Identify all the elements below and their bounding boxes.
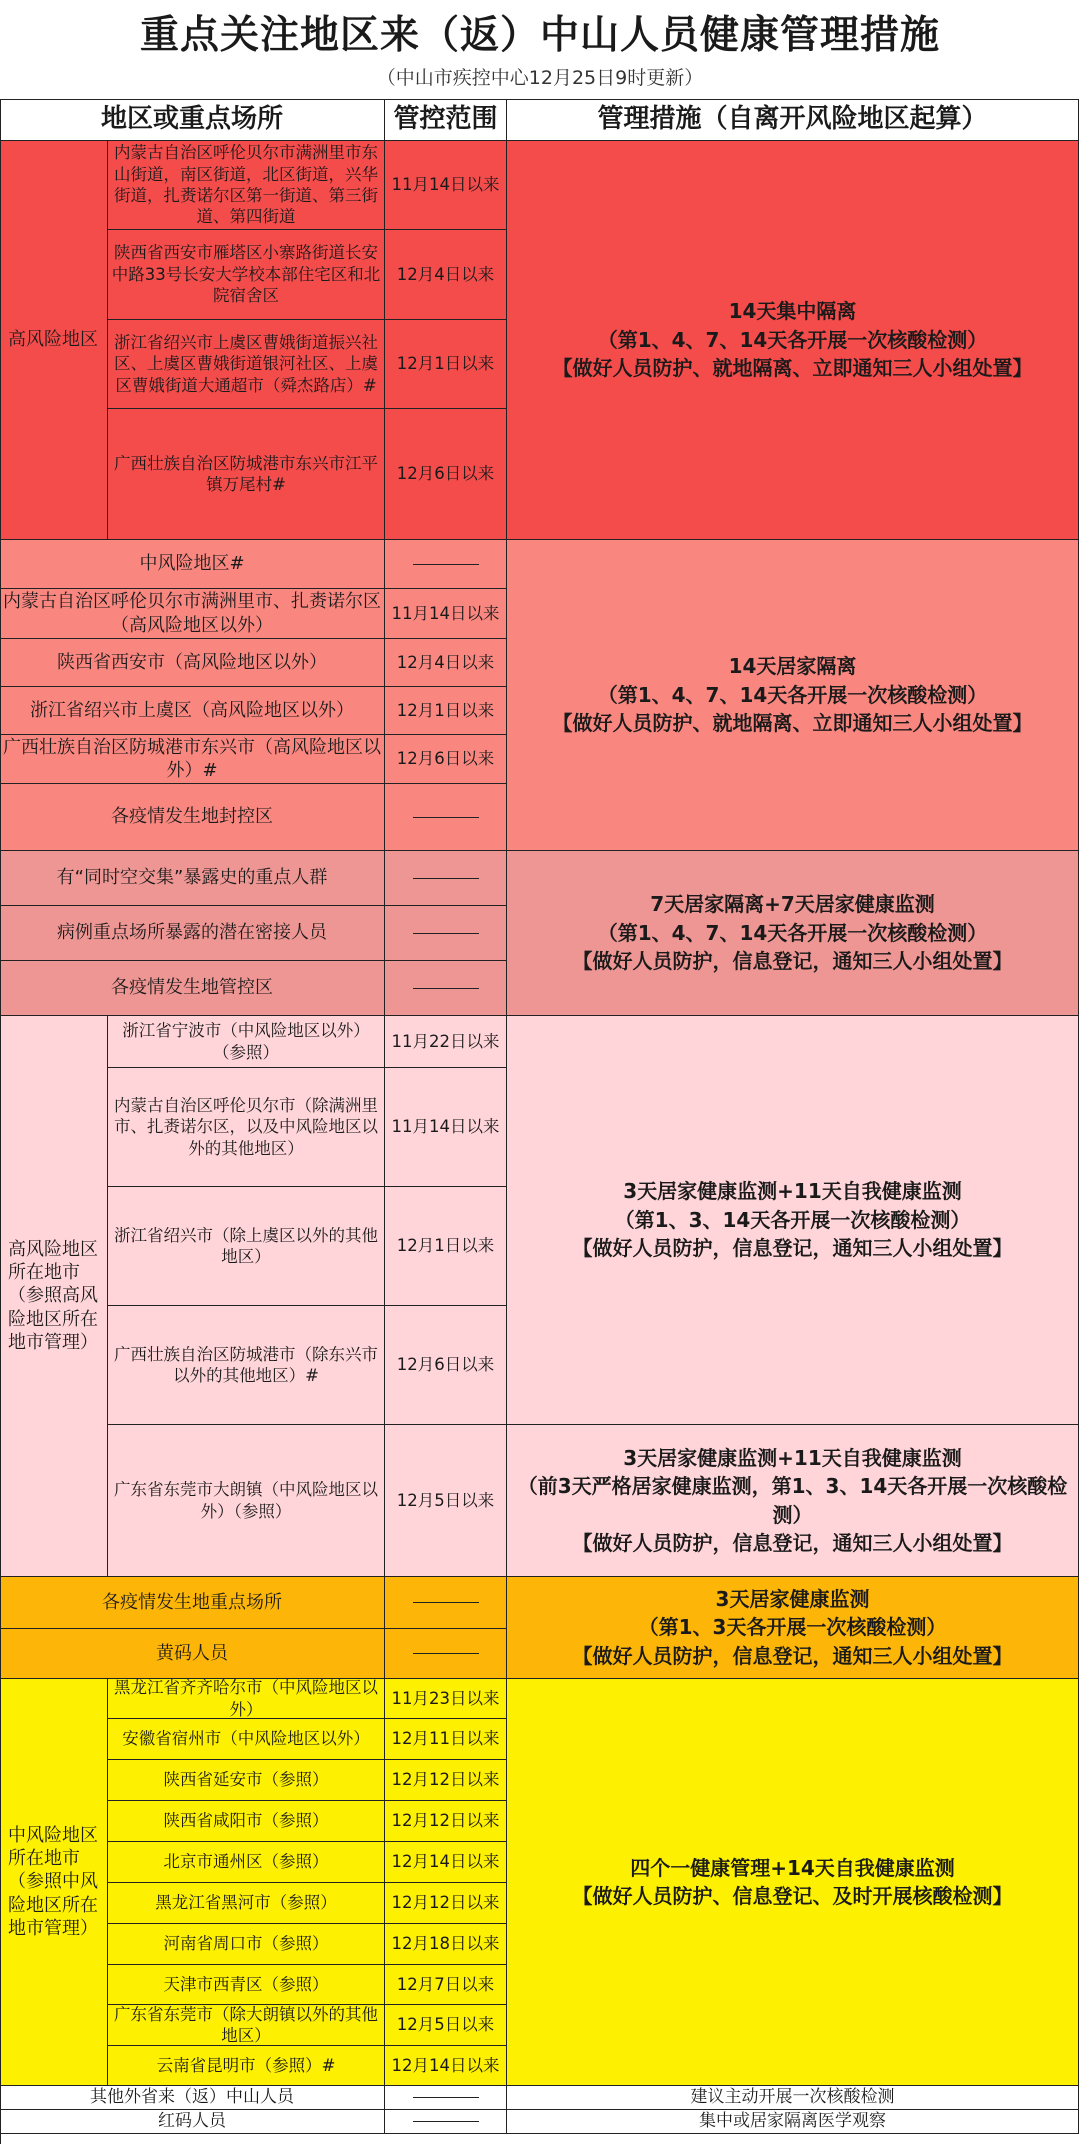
area-cell-text: 云南省昆明市（参照）# [156, 2055, 336, 2075]
area-cell-text: 有“同时空交集”暴露史的重点人群 [56, 867, 328, 889]
dash-mark [413, 933, 479, 934]
column-header-measure [507, 99, 1079, 141]
area-cell [108, 1016, 385, 1068]
column-header-range [385, 99, 507, 141]
area-cell-text: 安徽省宿州市（中风险地区以外） [122, 1729, 370, 1749]
range-cell [385, 639, 507, 687]
area-cell-text: 陕西省咸阳市（参照） [163, 1811, 329, 1831]
range-cell-text: 12月4日以来 [396, 652, 495, 672]
range-cell [385, 1016, 507, 1068]
page-title: 重点关注地区来（返）中山人员健康管理措施 [139, 13, 940, 58]
range-cell-text: 12月14日以来 [391, 2055, 500, 2075]
area-cell-text: 内蒙古自治区呼伦贝尔市（除满洲里市、扎赉诺尔区，以及中风险地区以外的其他地区） [114, 1095, 378, 1158]
area-cell [0, 1577, 385, 1629]
area-cell-text: 广西壮族自治区防城港市东兴市江平镇万尾村# [114, 453, 378, 494]
measure-cell [507, 2086, 1079, 2110]
measure-cell-text: 14天集中隔离 （第1、4、7、14天各开展一次核酸检测） 【做好人员防护、就地隔离、立即通知三人小组处置】 [552, 299, 1033, 381]
measure-cell-text: 3天居家健康监测 （第1、3天各开展一次核酸检测） 【做好人员防护，信息登记，通知三人小组处置】 [572, 1586, 1013, 1668]
area-cell-text: 浙江省绍兴市上虞区曹娥街道振兴社区、上虞区曹娥街道银河社区、上虞区曹娥街道大通超市（舜杰路店）# [114, 332, 378, 395]
area-cell-text: 北京市通州区（参照） [163, 1852, 329, 1872]
range-cell [385, 1187, 507, 1306]
area-cell-text: 病例重点场所暴露的潜在密接人员 [57, 922, 327, 944]
range-cell [385, 540, 507, 589]
range-cell [385, 1679, 507, 1719]
dash-mark [413, 878, 479, 879]
area-cell-text: 中风险地区# [139, 553, 245, 575]
range-cell-text: 12月4日以来 [396, 264, 495, 284]
measure-cell [507, 141, 1079, 540]
area-cell [108, 409, 385, 540]
range-cell-text: 11月14日以来 [391, 175, 500, 195]
measure-cell [507, 1425, 1079, 1577]
area-cell-text: 广西壮族自治区防城港市东兴市（高风险地区以外）# [3, 736, 381, 781]
range-cell-text: 12月1日以来 [396, 354, 495, 374]
area-cell [0, 851, 385, 906]
measure-cell-text: 3天居家健康监测+11天自我健康监测 （第1、3、14天各开展一次核酸检测） 【做好人员防护，信息登记，通知三人小组处置】 [572, 1179, 1013, 1261]
range-cell-text: 12月1日以来 [396, 1236, 495, 1256]
area-cell-text: 其他外省来（返）中山人员 [90, 2087, 294, 2108]
range-cell [385, 409, 507, 540]
range-cell-text: 12月5日以来 [396, 2015, 495, 2035]
measure-cell-text: 3天居家健康监测+11天自我健康监测 （前3天严格居家健康监测，第1、3、14天各开展一次核酸检测） 【做好人员防护，信息登记，通知三人小组处置】 [517, 1445, 1068, 1555]
range-cell-text: 11月23日以来 [391, 1688, 500, 1708]
area-cell-text: 广西壮族自治区防城港市（除东兴市以外的其他地区）# [114, 1344, 378, 1385]
range-cell [385, 1842, 507, 1883]
dash-mark [413, 988, 479, 989]
measure-cell [507, 851, 1079, 1016]
range-cell-text: 12月7日以来 [396, 1974, 495, 1994]
range-cell [385, 1760, 507, 1801]
dash-mark [413, 1653, 479, 1654]
range-cell [385, 2110, 507, 2134]
area-cell [0, 687, 385, 735]
area-cell [108, 1425, 385, 1577]
area-cell-text: 河南省周口市（参照） [163, 1934, 329, 1954]
range-cell-text: 12月12日以来 [391, 1770, 500, 1790]
area-cell-text: 浙江省绍兴市（除上虞区以外的其他地区） [114, 1225, 378, 1266]
area-cell [108, 2046, 385, 2086]
page-subtitle: （中山市疾控中心12月25日9时更新） [376, 66, 704, 89]
range-cell-text: 12月12日以来 [391, 1811, 500, 1831]
dash-mark [413, 564, 479, 565]
area-cell [108, 1679, 385, 1719]
risk-group-label [0, 1016, 108, 1577]
range-cell-text: 12月6日以来 [396, 749, 495, 769]
range-cell-text: 11月14日以来 [391, 1117, 500, 1137]
area-cell [108, 1924, 385, 1965]
range-cell-text: 11月14日以来 [391, 603, 500, 623]
area-cell [108, 1306, 385, 1425]
measure-cell-text: 集中或居家隔离医学观察 [699, 2111, 886, 2132]
range-cell [385, 906, 507, 961]
risk-group-label-text: 高风险地区 [8, 329, 98, 351]
range-cell [385, 1719, 507, 1760]
range-cell [385, 1883, 507, 1924]
area-cell [108, 1801, 385, 1842]
area-cell [108, 2005, 385, 2046]
measure-cell-text: 7天居家隔离+7天居家健康监测 （第1、4、7、14天各开展一次核酸检测） 【做好人员防护，信息登记，通知三人小组处置】 [572, 892, 1013, 974]
measure-cell-text: 14天居家隔离 （第1、4、7、14天各开展一次核酸检测） 【做好人员防护、就地隔离、立即通知三人小组处置】 [552, 654, 1033, 736]
range-cell [385, 141, 507, 230]
area-cell-text: 各疫情发生地管控区 [111, 977, 273, 999]
range-cell-text: 12月11日以来 [391, 1729, 500, 1749]
range-cell-text: 12月14日以来 [391, 1852, 500, 1872]
area-cell [0, 2110, 385, 2134]
measure-cell-text: 建议主动开展一次核酸检测 [690, 2087, 895, 2108]
area-cell [0, 961, 385, 1016]
area-cell-text: 陕西省西安市雁塔区小寨路街道长安中路33号长安大学校本部住宅区和北院宿舍区 [111, 243, 381, 306]
dash-mark [413, 2097, 479, 2098]
area-cell-text: 广东省东莞市（除大朗镇以外的其他地区） [114, 2005, 378, 2045]
column-header-range-text: 管控范围 [393, 103, 498, 134]
area-cell-text: 各疫情发生地封控区 [111, 806, 273, 828]
area-cell [108, 230, 385, 320]
area-cell-text: 内蒙古自治区呼伦贝尔市满洲里市、扎赉诺尔区（高风险地区以外） [3, 591, 381, 636]
range-cell [385, 961, 507, 1016]
area-cell-text: 内蒙古自治区呼伦贝尔市满洲里市东山街道，南区街道，北区街道，兴华街道，扎赉诺尔区第一街道、第三街道、第四街道 [114, 143, 378, 227]
area-cell-text: 广东省东莞市大朗镇（中风险地区以外）（参照） [114, 1480, 378, 1521]
area-cell-text: 黄码人员 [156, 1642, 228, 1664]
column-header-area [0, 99, 385, 141]
area-cell [108, 1068, 385, 1187]
area-cell [108, 320, 385, 409]
range-cell [385, 687, 507, 735]
area-cell [0, 1629, 385, 1679]
area-cell [0, 589, 385, 639]
range-cell [385, 589, 507, 639]
area-cell-text: 黑龙江省齐齐哈尔市（中风险地区以外） [114, 1679, 378, 1719]
range-cell [385, 784, 507, 851]
area-cell-text: 浙江省宁波市（中风险地区以外）（参照） [122, 1021, 370, 1062]
measure-cell [507, 1577, 1079, 1679]
range-cell [385, 1801, 507, 1842]
area-cell [108, 1965, 385, 2005]
area-cell-text: 各疫情发生地重点场所 [102, 1591, 282, 1613]
measure-cell [507, 2110, 1079, 2134]
range-cell [385, 320, 507, 409]
risk-group-label [0, 141, 108, 540]
range-cell [385, 851, 507, 906]
area-cell-text: 陕西省延安市（参照） [163, 1770, 329, 1790]
range-cell [385, 735, 507, 784]
area-cell [0, 906, 385, 961]
range-cell-text: 11月22日以来 [391, 1031, 500, 1051]
range-cell-text: 12月6日以来 [396, 1355, 495, 1375]
area-cell-text: 黑龙江省黑河市（参照） [155, 1893, 337, 1913]
area-cell-text: 浙江省绍兴市上虞区（高风险地区以外） [30, 699, 354, 721]
risk-group-label [0, 1679, 108, 2086]
dash-mark [413, 817, 479, 818]
measure-cell-text: 四个一健康管理+14天自我健康监测 【做好人员防护、信息登记、及时开展核酸检测】 [572, 1855, 1013, 1908]
column-header-measure-text: 管理措施（自离开风险地区起算） [597, 103, 988, 134]
range-cell [385, 1965, 507, 2005]
area-cell [0, 735, 385, 784]
range-cell [385, 1306, 507, 1425]
area-cell [0, 540, 385, 589]
range-cell-text: 12月1日以来 [396, 700, 495, 720]
area-cell [0, 639, 385, 687]
measure-cell [507, 1016, 1079, 1425]
area-cell [0, 2086, 385, 2110]
measure-cell [507, 1679, 1079, 2086]
area-cell [0, 784, 385, 851]
area-cell [108, 1883, 385, 1924]
range-cell-text: 12月5日以来 [396, 1490, 495, 1510]
range-cell [385, 1577, 507, 1629]
range-cell-text: 12月18日以来 [391, 1934, 500, 1954]
area-cell [108, 1760, 385, 1801]
dash-mark [413, 1602, 479, 1603]
range-cell [385, 2086, 507, 2110]
dash-mark [413, 2121, 479, 2122]
range-cell-text: 12月6日以来 [396, 464, 495, 484]
area-cell-text: 红码人员 [158, 2111, 226, 2132]
range-cell [385, 230, 507, 320]
area-cell [108, 1187, 385, 1306]
column-header-area-text: 地区或重点场所 [100, 103, 283, 134]
area-cell [108, 1842, 385, 1883]
area-cell-text: 陕西省西安市（高风险地区以外） [57, 651, 327, 673]
area-cell [108, 141, 385, 230]
risk-group-label-text: 高风险地区所在地市（参照高风险地区所在地市管理） [8, 1238, 98, 1354]
range-cell [385, 1425, 507, 1577]
range-cell [385, 1068, 507, 1187]
range-cell [385, 2005, 507, 2046]
risk-group-label-text: 中风险地区所在地市（参照中风险地区所在地市管理） [8, 1824, 98, 1940]
range-cell-text: 12月12日以来 [391, 1893, 500, 1913]
area-cell-text: 天津市西青区（参照） [163, 1974, 329, 1994]
measure-cell [507, 540, 1079, 851]
range-cell [385, 1924, 507, 1965]
range-cell [385, 2046, 507, 2086]
range-cell [385, 1629, 507, 1679]
area-cell [108, 1719, 385, 1760]
